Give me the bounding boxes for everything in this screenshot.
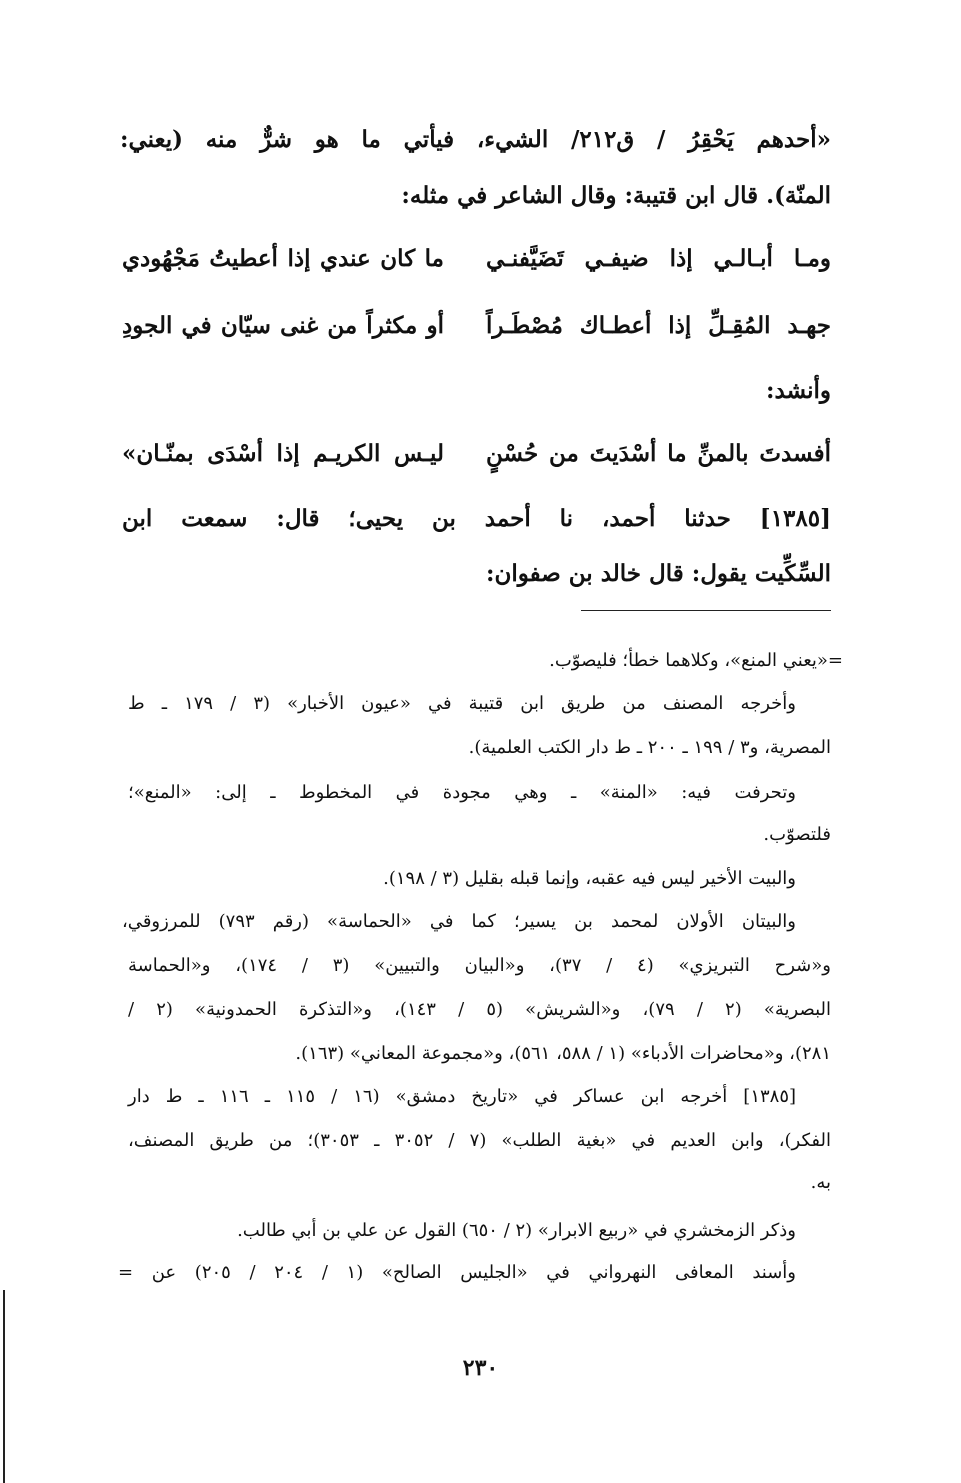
footnote-line: ٢٨١)، و«محاضرات الأدباء» (١ / ٥٨٨، ٥٦١)، و«مجموعة المعاني» (١٦٣). [295, 1043, 831, 1064]
verse-row [122, 312, 831, 352]
footnote-line: البصرية» (٢ / ٧٩)، و«الشريش» (٥ / ١٤٣)، و«التذكرة الحمدونية» (٢ / [128, 999, 832, 1020]
verse-row [122, 440, 831, 480]
main-line-2: المنّة). قال ابن قتيبة: وقال الشاعر في مثله: [401, 182, 831, 209]
footnote-line: و«شرح التبريزي» (٤ / ٣٧)، و«البيان والتبيين» (٣ / ١٧٤)، و«الحماسة [128, 955, 831, 976]
verse-second-hemistich: أو مكثراً من غنى سيّان في الجودِ [122, 312, 444, 339]
footnote-line: به. [810, 1172, 831, 1193]
footnote-line: فلتصوّب. [763, 824, 831, 845]
footnote-line: وذكر الزمخشري في «ربيع الابرار» (٢ / ٦٥٠) القول عن علي بن أبي طالب. [237, 1220, 796, 1241]
footnote-line: والبيتان الأولان لمحمد بن يسير؛ كما في «الحماسة» (رقم ٧٩٣) للمرزوقي، [122, 911, 797, 932]
verse-second-hemistich: ليـس الكريـم إذا أسْدَى بمنّـان» [122, 440, 444, 467]
verse-first-hemistich: ومـا أبـالـي إذا ضيفـي تَضَيَّفنـي [486, 245, 831, 272]
verse-row [122, 245, 831, 285]
verse-first-hemistich: أفسدتَ بالمنِّ ما أسْدَيتَ من حُسْنٍ [486, 440, 831, 467]
footnote-line: =«يعني المنع»، وكلاهما خطأ؛ فليصوّب. [549, 650, 843, 671]
footnote-separator [581, 610, 831, 611]
page-number: ٢٣٠ [462, 1355, 499, 1381]
footnote-line: الفكر)، وابن العديم في «بغية الطلب» (٧ / ٣٠٥٢ ـ ٣٠٥٣)؛ من طريق المصنف، [128, 1130, 831, 1151]
main-line-1: «أحدهم يَحْقِرُ / ق٢١٢/ الشيء، فيأتي ما هو شرٌّ منه (يعني: [120, 126, 831, 153]
verse-second-hemistich: ما كان عندي إذا أعطيتُ مَجْهُودي [122, 245, 444, 272]
footnote-line: وأخرجه المصنف من طريق ابن قتيبة في «عيون الأخبار» (٣ / ١٧٩ ـ ط [128, 693, 796, 714]
scan-margin-line [3, 1290, 5, 1483]
report-line-1: [١٣٨٥] حدثنا أحمد، نا أحمد بن يحيى؛ قال: سمعت ابن [122, 505, 831, 532]
anshad-label: وأنشد: [766, 377, 831, 404]
footnote-line: وتحرفت فيه: «المنة» ـ وهي مجودة في المخطوط ـ إلى: «المنع»؛ [128, 782, 796, 803]
footnote-line: وأسند المعافى النهرواني في «الجليس الصالح» (١ / ٢٠٤ / ٢٠٥) عن = [118, 1262, 796, 1283]
footnote-line: والبيت الأخير ليس فيه عقبه، وإنما قبله بقليل (٣ / ١٩٨). [383, 868, 796, 889]
footnote-line: المصرية، و٣ / ١٩٩ ـ ٢٠٠ ـ ط دار الكتب العلمية). [468, 737, 831, 758]
footnote-line: [١٣٨٥] أخرجه ابن عساكر في «تاريخ دمشق» (١٦ / ١١٥ ـ ١١٦ ـ ط دار [128, 1086, 797, 1107]
report-line-2: السِّكِّيت يقول: قال خالد بن صفوان: [485, 560, 831, 587]
verse-first-hemistich: جهـد المُقِـلِّ إذا أعطـاك مُصْطَـراً [486, 312, 831, 339]
